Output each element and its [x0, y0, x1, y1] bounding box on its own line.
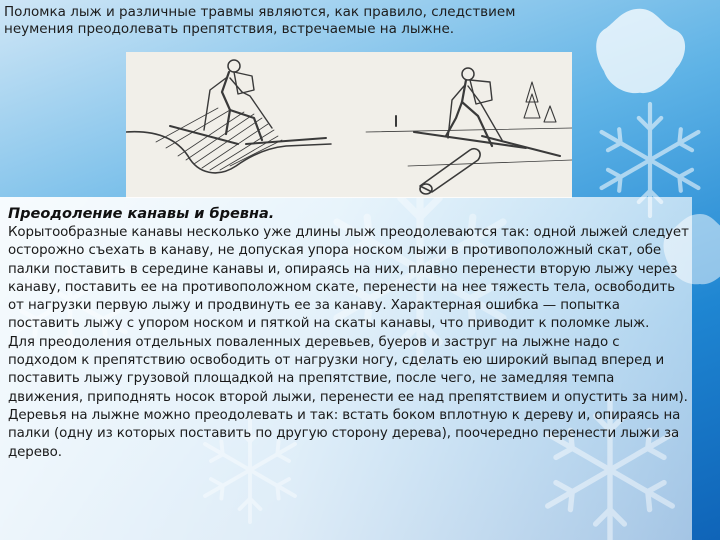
skiers-illustration — [126, 52, 572, 198]
body-text — [8, 224, 692, 462]
paragraph-ditch: Корытообразные канавы несколько уже длины лыж преодолеваются так: одной лыжей следует осторожно съехать в канаву, не допуская упора носком лыжи в противоположный скат, обе палки поставить в середине канавы и, опираясь на них, плавно перенести вторую лыжу через канаву, поставить ее на противоположном скате, перенести на нее тяжесть тела, освободить от нагрузки первую лыжу и продвинуть ее за канаву. Характерная ошибка — попытка поставить лыжу с упором носком и пяткой на скаты канавы, что приводит к поломке лыж. — [8, 225, 689, 332]
section-heading: Преодоление канавы и бревна. — [8, 206, 275, 222]
paragraph-log: Для преодоления отдельных поваленных деревьев, буеров и заструг на лыжне надо с подходом к препятствию освободить от нагрузки ногу, сделать ею широкий выпад вперед и поставить лыжу грузовой площадкой на препятствие, после чего, не замедляя темпа движения, приподнять носок второй лыжи, перенести ее над препятствием и опустить за ним). Деревья на лыжне можно преодолевать и так: встать боком вплотную к дереву и, опираясь на палки (одну из которых поставить по другую сторону дерева), поочередно перенести лыжи за дерево. — [8, 334, 688, 460]
intro-text: Поломка лыж и различные травмы являются, как правило, следствием неумения преодолевать препятствия, встречаемые на лыжне. — [4, 4, 516, 37]
